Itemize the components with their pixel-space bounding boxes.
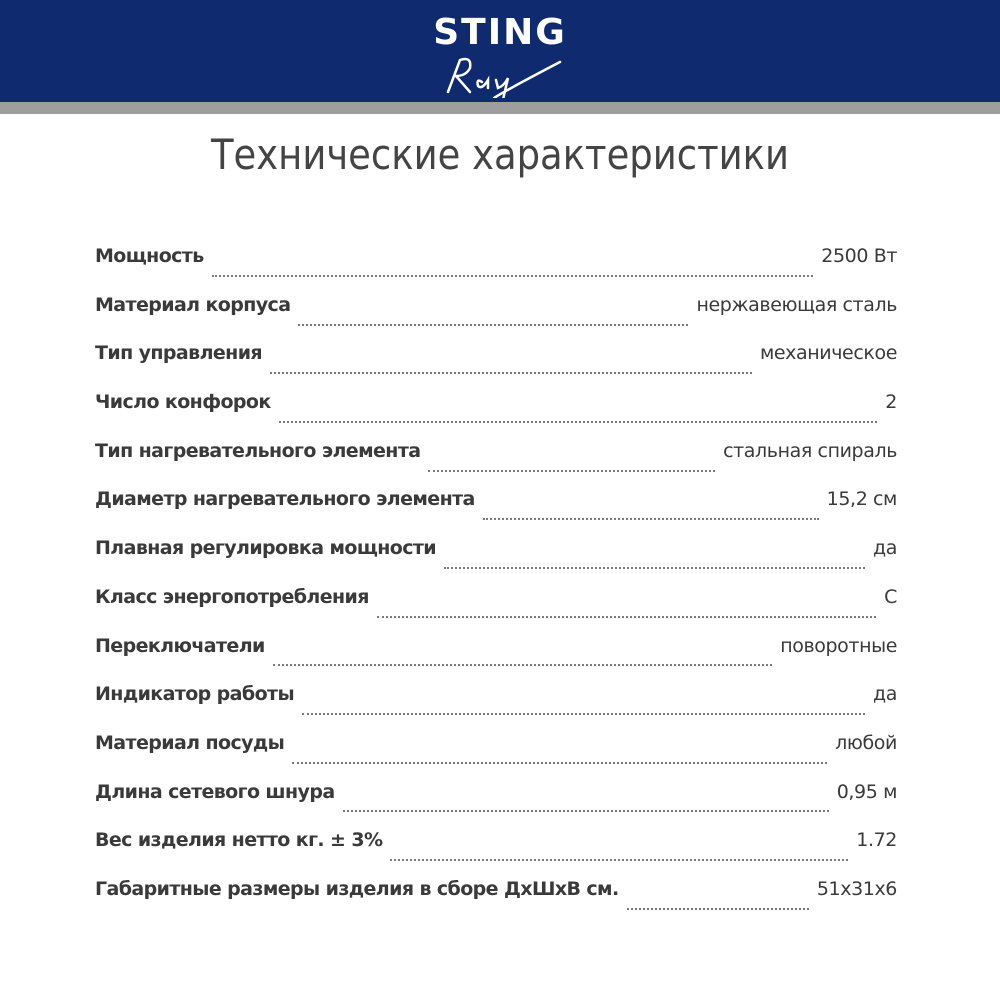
spec-label: Материал корпуса	[95, 293, 291, 316]
spec-label: Габаритные размеры изделия в сборе ДхШхВ см.	[95, 877, 619, 900]
spec-value: поворотные	[780, 634, 897, 657]
spec-row	[95, 781, 897, 830]
brand-logo	[400, 10, 600, 100]
spec-list	[95, 245, 897, 927]
spec-value: нержавеющая сталь	[696, 293, 897, 316]
spec-row	[95, 537, 897, 586]
spec-value: да	[873, 683, 897, 706]
dot-leader	[270, 371, 752, 374]
dot-leader	[273, 663, 773, 666]
spec-label: Класс энергопотребления	[95, 585, 369, 608]
brand-header	[0, 0, 1000, 102]
dot-leader	[212, 274, 814, 277]
spec-row	[95, 683, 897, 732]
spec-value: стальная спираль	[723, 439, 897, 462]
dot-leader	[483, 517, 819, 520]
header-divider-stripe	[0, 102, 1000, 114]
spec-value: любой	[835, 731, 897, 754]
spec-row	[95, 586, 897, 635]
spec-label: Число конфорок	[95, 391, 271, 414]
dot-leader	[627, 907, 809, 910]
spec-label: Диаметр нагревательного элемента	[95, 488, 475, 511]
spec-value: C	[884, 585, 897, 608]
spec-label: Материал посуды	[95, 731, 285, 754]
spec-value: 0,95 м	[836, 780, 897, 803]
spec-row	[95, 635, 897, 684]
page-title: Технические характеристики	[210, 130, 790, 179]
dot-leader	[390, 858, 848, 861]
dot-leader	[302, 712, 865, 715]
brand-logo-script	[430, 48, 570, 98]
dot-leader	[292, 761, 827, 764]
spec-value: да	[873, 537, 897, 560]
brand-logo-wordmark: STING	[433, 12, 567, 53]
spec-row	[95, 732, 897, 781]
dot-leader	[279, 420, 878, 423]
spec-row	[95, 342, 897, 391]
spec-value: механическое	[759, 342, 897, 365]
spec-value: 2500 Вт	[821, 245, 897, 267]
dot-leader	[298, 323, 688, 326]
spec-row	[95, 878, 897, 927]
spec-label: Плавная регулировка мощности	[95, 537, 437, 560]
spec-label: Длина сетевого шнура	[95, 780, 335, 803]
dot-leader	[343, 809, 829, 812]
dot-leader	[428, 469, 715, 472]
spec-label: Индикатор работы	[95, 683, 295, 706]
spec-row	[95, 391, 897, 440]
spec-label: Вес изделия нетто кг. ± 3%	[95, 829, 383, 852]
spec-row	[95, 245, 897, 294]
spec-label: Тип управления	[95, 342, 263, 365]
spec-row	[95, 294, 897, 343]
spec-value: 15,2 см	[826, 488, 897, 511]
spec-value: 2	[885, 391, 897, 414]
spec-value: 51x31x6	[816, 877, 897, 900]
dot-leader	[444, 566, 865, 569]
spec-row	[95, 829, 897, 878]
spec-label: Переключатели	[95, 634, 265, 657]
spec-label: Мощность	[95, 245, 204, 267]
dot-leader	[377, 615, 876, 618]
spec-row	[95, 488, 897, 537]
spec-label: Тип нагревательного элемента	[95, 439, 421, 462]
spec-value: 1.72	[856, 829, 897, 852]
spec-row	[95, 440, 897, 489]
